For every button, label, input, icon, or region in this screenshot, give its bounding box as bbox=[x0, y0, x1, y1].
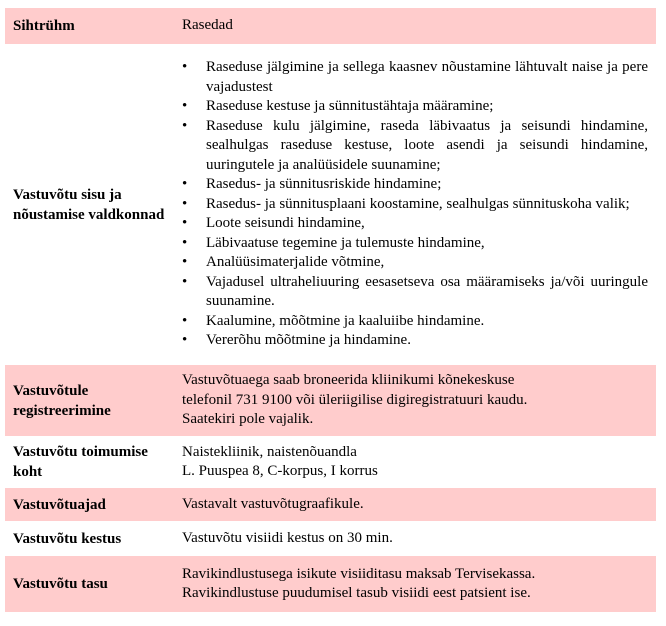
row-value bbox=[175, 565, 656, 604]
row-value: Rasedad bbox=[182, 17, 233, 34]
row-value bbox=[175, 443, 656, 482]
table-row-target-group bbox=[5, 8, 656, 44]
row-value bbox=[175, 371, 656, 430]
value-line: Ravikindlustusega isikute visiiditasu maksab Tervisekassa. bbox=[182, 565, 536, 582]
list-item: • Analüüsimaterjalide võtmine, bbox=[182, 253, 648, 273]
table-row-duration bbox=[5, 521, 656, 556]
value-line: telefonil 731 9100 või üleriigilise digiregistratuuri kaudu. bbox=[182, 391, 528, 408]
value-line: Vastuvõtuaega saab broneerida kliinikumi kõnekeskuse bbox=[182, 372, 515, 389]
list-item: • Vererõhu mõõtmine ja hindamine. bbox=[182, 331, 648, 351]
list-item: • Loote seisundi hindamine, bbox=[182, 214, 648, 234]
row-value: Vastavalt vastuvõtugraafikule. bbox=[182, 495, 364, 512]
list-item: • Läbivaatuse tegemine ja tulemuste hindamine, bbox=[182, 234, 648, 254]
info-table bbox=[5, 8, 656, 612]
table-row-visit-content bbox=[5, 44, 656, 365]
row-value bbox=[175, 58, 656, 351]
row-label: Vastuvõtu tasu bbox=[13, 576, 108, 592]
value-line: Ravikindlustuse puudumisel tasub visiidi eest patsient ise. bbox=[182, 585, 531, 601]
service-list bbox=[182, 58, 648, 351]
list-item: • Raseduse jälgimine ja sellega kaasnev nõustamine lähtuvalt naise ja pere vajadustest bbox=[182, 58, 648, 97]
table-row-fee bbox=[5, 556, 656, 612]
row-label: Vastuvõtule registreerimine bbox=[13, 382, 111, 419]
table-row-location bbox=[5, 436, 656, 488]
row-label: Sihtrühm bbox=[13, 18, 75, 34]
list-item: • Vajadusel ultraheliuuring eesasetseva osa määramiseks ja/või uuringule suunamine. bbox=[182, 273, 648, 312]
value-line: Saatekiri pole vajalik. bbox=[182, 411, 314, 428]
value-line: L. Puuspea 8, C-korpus, I korrus bbox=[182, 463, 378, 479]
list-item: • Rasedus- ja sünnitusriskide hindamine; bbox=[182, 175, 648, 195]
row-label: Vastuvõtu kestus bbox=[13, 530, 122, 547]
list-item: • Kaalumine, mõõtmine ja kaaluiibe hindamine. bbox=[182, 312, 648, 332]
table-row-visit-times bbox=[5, 488, 656, 521]
row-label: Vastuvõtuajad bbox=[13, 496, 106, 513]
list-item: • Raseduse kestuse ja sünnitustähtaja määramine; bbox=[182, 97, 648, 117]
list-item: • Raseduse kulu jälgimine, raseda läbivaatus ja seisundi hindamine, sealhulgas raseduse kestuse, loote asendi ja seisundi hindamine, uuringutele ja analüüsidele suunamine; bbox=[182, 117, 648, 176]
row-label: Vastuvõtu toimumise koht bbox=[13, 444, 148, 480]
table-row-registration bbox=[5, 365, 656, 436]
row-label: Vastuvõtu sisu ja nõustamise valdkonnad bbox=[13, 186, 165, 223]
value-line: Naistekliinik, naistenõuandla bbox=[182, 443, 357, 460]
row-value: Vastuvõtu visiidi kestus on 30 min. bbox=[182, 529, 393, 546]
list-item: • Rasedus- ja sünnitusplaani koostamine, sealhulgas sünnituskoha valik; bbox=[182, 195, 648, 215]
